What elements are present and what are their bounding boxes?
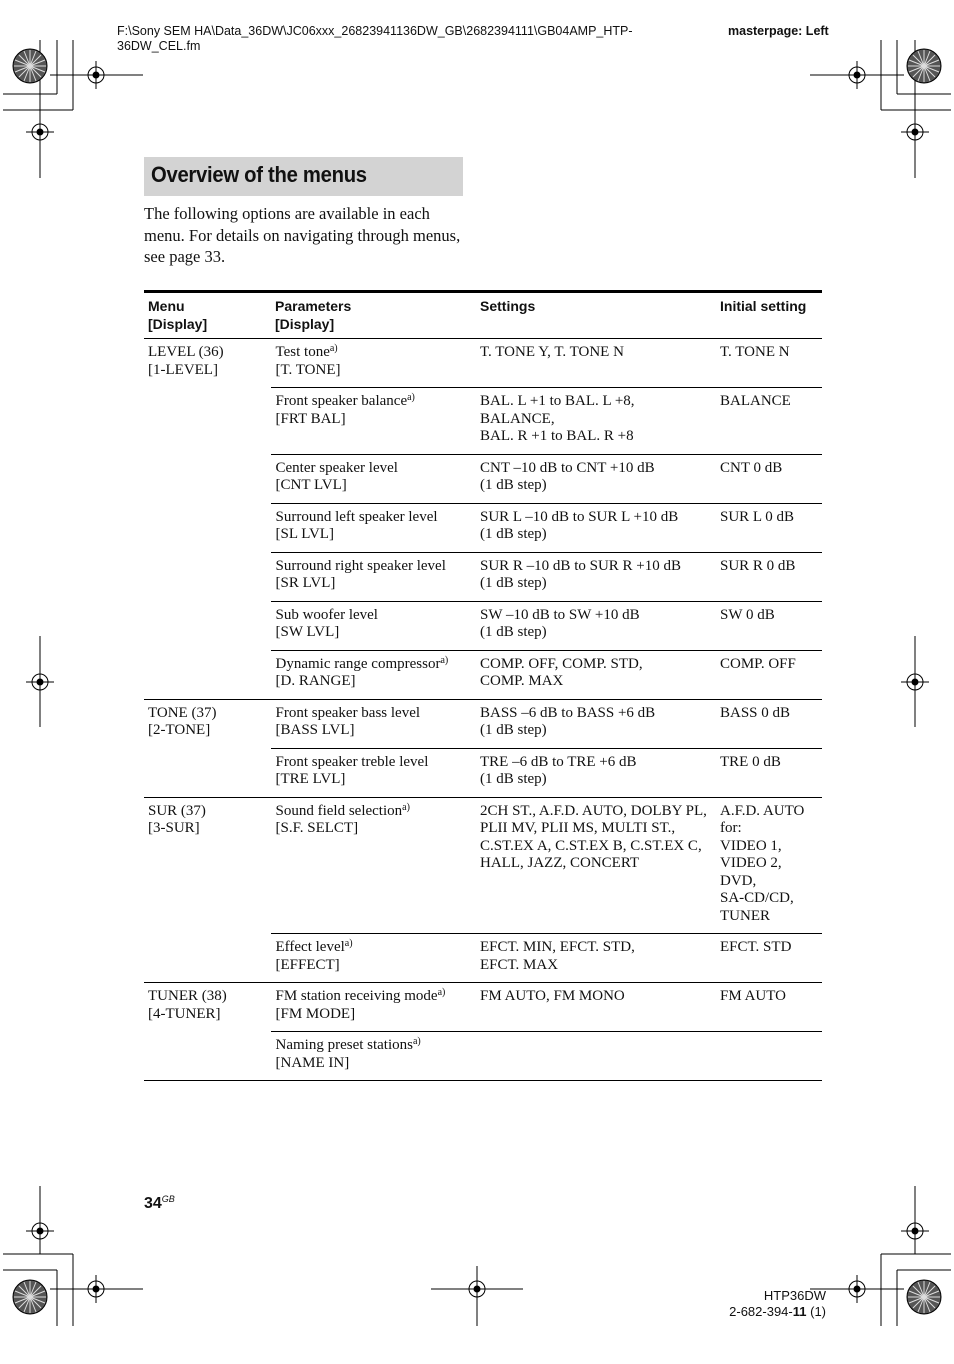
parameter-display: [FRT BAL] — [275, 410, 346, 427]
settings-line: BASS –6 dB to BASS +6 dB — [480, 704, 656, 721]
parameter-cell — [271, 797, 476, 934]
initial-line: BALANCE — [720, 393, 791, 409]
col-header-menu: Menu [Display] — [144, 292, 271, 339]
initial-setting-cell — [716, 552, 822, 601]
settings-line: BAL. L +1 to BAL. L +8, BALANCE, — [480, 393, 635, 427]
parameter-name: Front speaker balance — [275, 393, 408, 409]
settings-cell — [476, 388, 716, 455]
settings-cell — [476, 601, 716, 650]
parameter-name: Dynamic range compressor — [275, 655, 441, 672]
menu-display: [3-SUR] — [148, 820, 200, 836]
settings-cell — [476, 1032, 716, 1081]
settings-line: SUR R –10 dB to SUR R +10 dB — [480, 557, 682, 574]
initial-line: COMP. OFF — [720, 655, 796, 672]
parameter-name: Center speaker level — [275, 459, 398, 476]
initial-setting-cell — [716, 454, 822, 503]
initial-line: DVD, — [720, 872, 757, 889]
parameter-display: [CNT LVL] — [275, 477, 347, 493]
footnote-marker: a) — [407, 392, 415, 403]
initial-line: VIDEO 1, — [720, 837, 782, 854]
initial-setting-cell — [716, 601, 822, 650]
settings-line: (1 dB step) — [480, 722, 547, 738]
parameter-cell — [271, 454, 476, 503]
settings-cell — [476, 983, 716, 1032]
initial-line: EFCT. STD — [720, 939, 792, 955]
table-row — [144, 699, 822, 748]
settings-cell — [476, 454, 716, 503]
menu-display: [1-LEVEL] — [148, 361, 218, 378]
settings-line: SUR L –10 dB to SUR L +10 dB — [480, 508, 679, 525]
parameter-cell — [271, 503, 476, 552]
parameter-name: Front speaker treble level — [275, 753, 429, 770]
initial-line: T. TONE N — [720, 344, 790, 360]
initial-setting-cell — [716, 699, 822, 748]
parameter-name: Sound field selection — [275, 802, 403, 819]
menu-cell — [144, 983, 271, 1081]
parameter-name: Effect level — [275, 939, 345, 955]
settings-cell — [476, 650, 716, 699]
parameter-name: Sub woofer level — [275, 606, 378, 623]
parameter-display: [BASS LVL] — [275, 722, 355, 738]
menu-display: [2-TONE] — [148, 722, 211, 738]
intro-paragraph: The following options are available in each menu. For details on navigating through menus, see page 33. — [144, 204, 461, 266]
table-row — [144, 339, 822, 388]
parameter-cell — [271, 934, 476, 983]
settings-line: (1 dB step) — [480, 477, 547, 493]
initial-line: A.F.D. AUTO — [720, 802, 805, 819]
settings-line: TRE –6 dB to TRE +6 dB — [480, 753, 637, 770]
page-number: $34^{GB}$ — [144, 1194, 175, 1212]
footnote-marker: a) — [402, 801, 410, 813]
parameter-display: [SW LVL] — [275, 624, 340, 640]
parameter-display: [FM MODE] — [275, 1005, 356, 1022]
parameter-cell — [271, 983, 476, 1032]
parameter-cell — [271, 748, 476, 797]
parameter-display: [EFFECT] — [275, 956, 340, 973]
parameter-cell — [271, 339, 476, 388]
footnote-marker: a) — [437, 987, 446, 998]
menu-name: TONE (37) — [148, 704, 217, 721]
initial-setting-cell — [716, 388, 822, 455]
initial-setting-cell — [716, 983, 822, 1032]
settings-cell — [476, 797, 716, 934]
parameter-cell — [271, 601, 476, 650]
initial-line: CNT 0 dB — [720, 459, 783, 476]
parameter-cell — [271, 1032, 476, 1081]
settings-cell — [476, 339, 716, 388]
menu-overview-table — [144, 290, 822, 1081]
settings-line: EFCT. MAX — [480, 956, 559, 973]
settings-line: BAL. R +1 to BAL. R +8 — [480, 428, 634, 444]
settings-line: COMP. MAX — [480, 673, 564, 689]
initial-setting-cell — [716, 650, 822, 699]
settings-line: T. TONE Y, T. TONE N — [480, 344, 624, 360]
initial-line: BASS 0 dB — [720, 704, 791, 721]
initial-line: for: — [720, 820, 742, 836]
table-row — [144, 983, 822, 1032]
parameter-name: Test tone — [275, 344, 330, 360]
settings-cell — [476, 699, 716, 748]
settings-line: EFCT. MIN, EFCT. STD, — [480, 939, 635, 955]
parameter-name: Naming preset stations — [275, 1037, 413, 1053]
parameter-display: [S.F. SELCT] — [275, 820, 359, 836]
settings-line: COMP. OFF, COMP. STD, — [480, 655, 643, 672]
menu-name: TUNER (38) — [148, 988, 227, 1004]
settings-line: C.ST.EX A, C.ST.EX B, C.ST.EX C, — [480, 837, 702, 854]
settings-cell — [476, 934, 716, 983]
initial-line: TUNER — [720, 907, 770, 924]
settings-line: SW –10 dB to SW +10 dB — [480, 606, 640, 623]
initial-line: SA-CD/CD, — [720, 890, 794, 906]
menu-cell — [144, 699, 271, 797]
parameter-name: Front speaker bass level — [275, 704, 421, 721]
initial-setting-cell — [716, 1032, 822, 1081]
parameter-display: [SR LVL] — [275, 575, 336, 591]
parameter-display: [T. TONE] — [275, 361, 341, 378]
initial-line: FM AUTO — [720, 988, 786, 1004]
initial-setting-cell — [716, 503, 822, 552]
initial-setting-cell — [716, 748, 822, 797]
settings-line: (1 dB step) — [480, 575, 547, 591]
parameter-display: [D. RANGE] — [275, 673, 356, 689]
masterpage-label: masterpage: Left — [728, 24, 829, 38]
initial-setting-cell — [716, 339, 822, 388]
table-body — [144, 339, 822, 1081]
parameter-name: Surround left speaker level — [275, 508, 438, 525]
initial-line: SUR R 0 dB — [720, 557, 796, 574]
menu-name: LEVEL (36) — [148, 344, 224, 360]
parameter-name: Surround right speaker level — [275, 557, 446, 574]
parameter-cell — [271, 552, 476, 601]
col-header-parameters: Parameters [Display] — [271, 292, 476, 339]
menu-name: SUR (37) — [148, 802, 206, 819]
initial-line: SUR L 0 dB — [720, 508, 795, 525]
parameter-display: [SL LVL] — [275, 526, 334, 542]
settings-line: (1 dB step) — [480, 771, 547, 787]
menu-cell — [144, 797, 271, 983]
settings-line: HALL, JAZZ, CONCERT — [480, 855, 640, 871]
footnote-marker: a) — [329, 343, 338, 354]
footnote-marker: a) — [412, 1036, 421, 1047]
file-path-header: F:\Sony SEM HA\Data_36DW\JC06xxx_26823941136DW_GB\2682394111\GB04AMP_HTP-36DW_CEL.fm — [117, 24, 633, 53]
model-code: HTP36DW 2-682-394-11 (1) — [729, 1288, 826, 1319]
initial-setting-cell — [716, 934, 822, 983]
menu-display: [4-TUNER] — [148, 1005, 221, 1022]
initial-line: TRE 0 dB — [720, 753, 781, 770]
settings-cell — [476, 748, 716, 797]
parameter-name: FM station receiving mode — [275, 988, 438, 1004]
parameter-display: [NAME IN] — [275, 1054, 350, 1071]
settings-line: PLII MV, PLII MS, MULTI ST., — [480, 820, 676, 836]
section-title-bar — [144, 157, 463, 196]
parameter-cell — [271, 650, 476, 699]
col-header-settings: Settings — [476, 292, 716, 339]
parameter-cell — [271, 388, 476, 455]
settings-line: (1 dB step) — [480, 624, 547, 640]
model-name: HTP36DW — [763, 1288, 826, 1303]
table-header-row — [144, 292, 822, 339]
settings-cell — [476, 552, 716, 601]
settings-line: (1 dB step) — [480, 526, 547, 542]
settings-line: 2CH ST., A.F.D. AUTO, DOLBY PL, — [480, 802, 707, 819]
footnote-marker: a) — [440, 654, 449, 666]
col-header-initial: Initial setting — [716, 292, 822, 339]
section-title: Overview of the menus — [151, 162, 367, 187]
footnote-marker: a) — [344, 938, 353, 949]
menu-cell — [144, 339, 271, 700]
parameter-cell — [271, 699, 476, 748]
table-row — [144, 797, 822, 934]
initial-line: SW 0 dB — [720, 606, 775, 623]
settings-cell — [476, 503, 716, 552]
parameter-display: [TRE LVL] — [275, 771, 346, 787]
initial-line: VIDEO 2, — [720, 855, 782, 871]
settings-line: CNT –10 dB to CNT +10 dB — [480, 459, 655, 476]
initial-setting-cell — [716, 797, 822, 934]
settings-line: FM AUTO, FM MONO — [480, 988, 625, 1004]
